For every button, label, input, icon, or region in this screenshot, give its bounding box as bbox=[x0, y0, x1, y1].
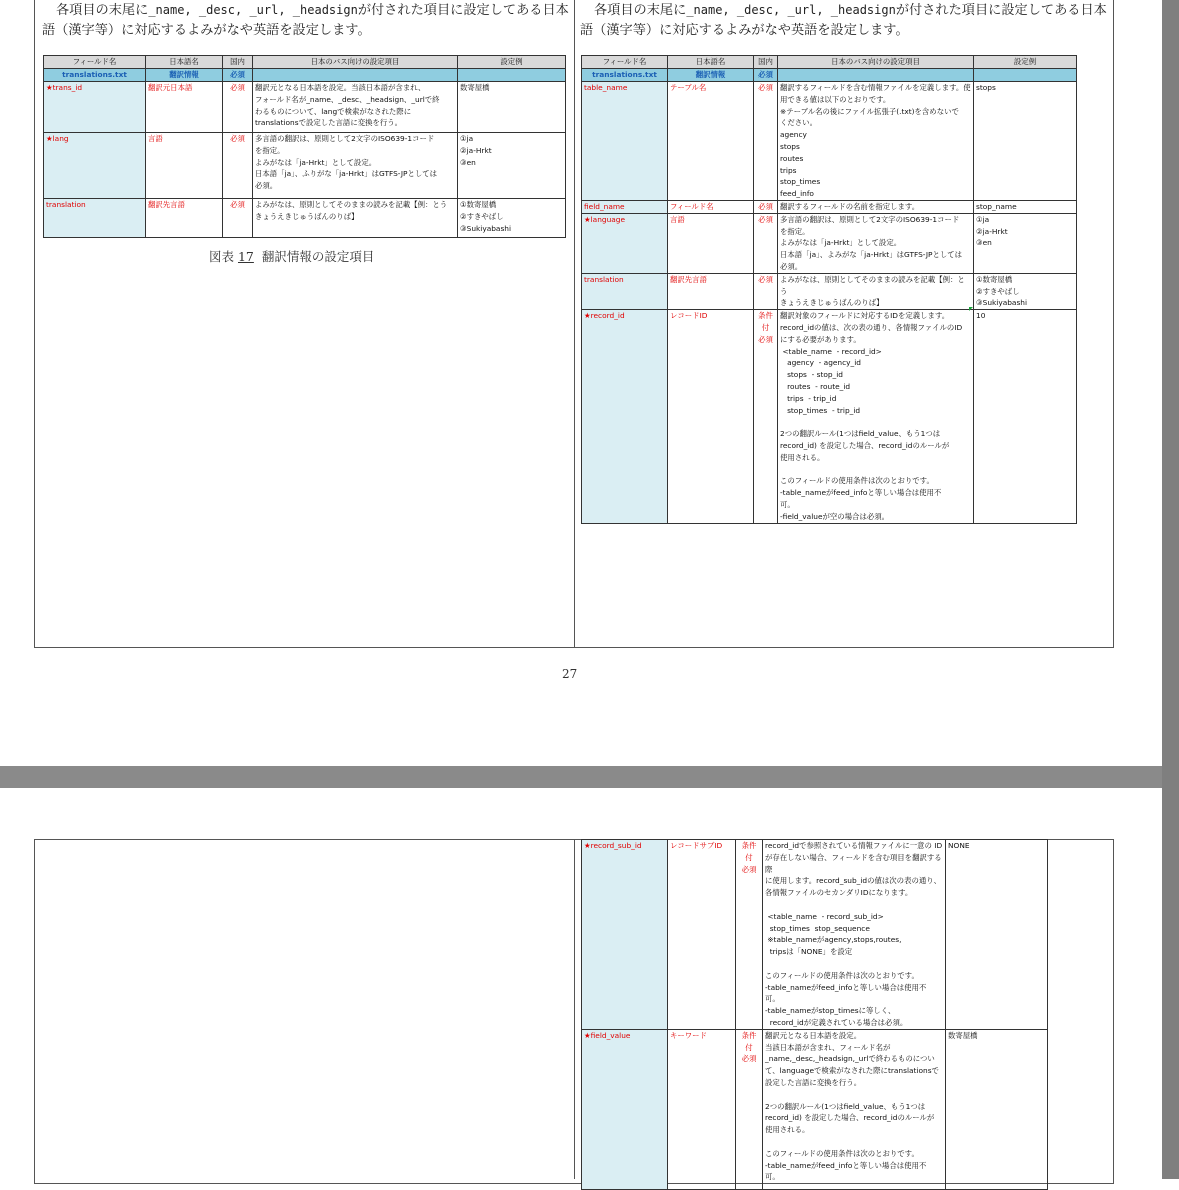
header-field-name: フィールド名 bbox=[582, 56, 668, 69]
intro-line2: 語（漢字等）に対応するよみがなや英語を設定します。 bbox=[580, 23, 909, 38]
cell-field: ★field_value bbox=[582, 1029, 668, 1189]
intro-line2: 語（漢字等）に対応するよみがなや英語を設定します。 bbox=[42, 23, 371, 38]
cell-example: 数寄屋橋 bbox=[946, 1029, 1048, 1189]
translations-spec-table-continued bbox=[581, 839, 1048, 1190]
subheader-req: 必須 bbox=[223, 69, 253, 82]
header-example: 設定例 bbox=[974, 56, 1077, 69]
subheader-empty bbox=[778, 69, 974, 82]
cell-req: 必須 bbox=[223, 82, 253, 133]
intro-suffix: が付された項目に設定してある日本 bbox=[895, 3, 1107, 18]
cell-example: NONE bbox=[946, 840, 1048, 1030]
column-divider bbox=[574, 839, 575, 1179]
cell-example: ①ja ②ja-Hrkt ③en bbox=[458, 133, 566, 199]
header-example: 設定例 bbox=[458, 56, 566, 69]
cell-jp: フィールド名 bbox=[668, 200, 754, 213]
cell-jp: 翻訳元日本語 bbox=[146, 82, 223, 133]
cell-example: ①数寄屋橋 ②すきやばし ③Sukiyabashi bbox=[458, 199, 566, 238]
intro-text-left bbox=[42, 0, 572, 41]
intro-text-right bbox=[580, 0, 1110, 41]
header-domestic: 国内 bbox=[223, 56, 253, 69]
cell-example: stop_name bbox=[974, 200, 1077, 213]
cell-req: 必須 bbox=[754, 273, 778, 309]
subheader-empty bbox=[253, 69, 458, 82]
cell-req: 条件付 必須 bbox=[736, 1029, 763, 1189]
cell-jp: キーワード bbox=[668, 1029, 736, 1189]
table-row bbox=[44, 199, 566, 238]
subheader-empty bbox=[458, 69, 566, 82]
cell-field: translation bbox=[582, 273, 668, 309]
cell-req: 条件付 必須 bbox=[754, 310, 778, 524]
cell-field: ★trans_id bbox=[44, 82, 146, 133]
table-row bbox=[582, 200, 1077, 213]
caption-title: 翻訳情報の設定項目 bbox=[261, 249, 375, 264]
caption-prefix: 図表 bbox=[209, 249, 238, 264]
cell-desc: 翻訳するフィールドを含む情報ファイルを定義します。使 用できる値は以下のとおりです。 ※テーブル名の後にファイル拡張子(.txt)を含めないで ください。 agency stops routes trips stop_times feed_info bbox=[778, 82, 974, 201]
cell-jp: レコードID bbox=[668, 310, 754, 524]
subheader-jp: 翻訳情報 bbox=[146, 69, 223, 82]
cell-desc: 多言語の翻訳は、原則として2文字のISO639-1コード を指定。 よみがなは「ja-Hrkt」として設定。 日本語「ja」、よみがな「ja-Hrkt」はGTFS-JPとしては 必須。 bbox=[778, 213, 974, 273]
figure-caption bbox=[209, 247, 374, 265]
subheader-empty bbox=[974, 69, 1077, 82]
header-field-name: フィールド名 bbox=[44, 56, 146, 69]
table-row bbox=[582, 310, 1077, 524]
table-row bbox=[582, 273, 1077, 309]
table-row bbox=[582, 840, 1048, 1030]
cell-req: 必須 bbox=[754, 213, 778, 273]
translations-spec-table-left bbox=[43, 55, 566, 238]
cell-example: ①数寄屋橋 ②すきやばし ③Sukiyabashi bbox=[974, 273, 1077, 309]
translations-spec-table-right bbox=[581, 55, 1077, 524]
intro-suffix: が付された項目に設定してある日本 bbox=[357, 3, 569, 18]
cell-example: 10 bbox=[974, 310, 1077, 524]
subheader-file: translations.txt bbox=[44, 69, 146, 82]
cell-jp: 翻訳先言語 bbox=[146, 199, 223, 238]
table-row bbox=[582, 213, 1077, 273]
table-header-row bbox=[44, 56, 566, 69]
cell-field: ★language bbox=[582, 213, 668, 273]
cell-desc: 翻訳元となる日本語を設定。当該日本語が含まれ、 フォールド名が_name、_desc、_headsign、_urlで終 わるものについて、langで検索がなされた際に translationsで設定した言語に変換を行う。 bbox=[253, 82, 458, 133]
intro-suffixes: _name, _desc, _url, _headsign bbox=[148, 3, 358, 17]
subheader-req: 必須 bbox=[754, 69, 778, 82]
header-setting-item: 日本のバス向けの設定項目 bbox=[778, 56, 974, 69]
page-number: 27 bbox=[562, 667, 578, 681]
cell-jp: レコードサブID bbox=[668, 840, 736, 1030]
table-row bbox=[44, 82, 566, 133]
caption-number: 17 bbox=[237, 249, 254, 264]
cell-jp: 翻訳先言語 bbox=[668, 273, 754, 309]
header-setting-item: 日本のバス向けの設定項目 bbox=[253, 56, 458, 69]
cell-jp: 言語 bbox=[668, 213, 754, 273]
cell-desc: 翻訳対象のフィールドに対応するIDを定義します。 record_idの値は、次の表の通り、各情報ファイルのID にする必要があります。 <table_name - record_id> agency - agency_id stops - stop_id routes - route_id trips - trip_id stop_times - trip_id 2つの翻訳ルール(1つはfield_value、もう1つは record_id) を設定した場合、record_idのルールが 使用される。 このフィールドの使用条件は次のとおりです。 -table_nameがfeed_infoと等しい場合は使用不 可。 -field_valueが空の場合は必須。 bbox=[778, 310, 974, 524]
cell-req: 必須 bbox=[754, 82, 778, 201]
cell-desc: よみがなは、原則としてそのままの読みを記載【例：とう きょうえきじゅうばんのりば】 bbox=[778, 273, 974, 309]
table-subheader-row bbox=[582, 69, 1077, 82]
cell-req: 必須 bbox=[754, 200, 778, 213]
cell-req: 必須 bbox=[223, 133, 253, 199]
cell-field: ★lang bbox=[44, 133, 146, 199]
header-japanese-name: 日本語名 bbox=[668, 56, 754, 69]
cell-example: 数寄屋橋 bbox=[458, 82, 566, 133]
column-divider bbox=[574, 0, 575, 648]
cell-example: stops bbox=[974, 82, 1077, 201]
intro-suffixes: _name, _desc, _url, _headsign bbox=[686, 3, 896, 17]
vertical-scrollbar[interactable] bbox=[1162, 0, 1179, 1179]
table-subheader-row bbox=[44, 69, 566, 82]
cell-example: ①ja ②ja-Hrkt ③en bbox=[974, 213, 1077, 273]
cell-field: table_name bbox=[582, 82, 668, 201]
cell-field: field_name bbox=[582, 200, 668, 213]
cell-field: translation bbox=[44, 199, 146, 238]
subheader-file: translations.txt bbox=[582, 69, 668, 82]
cell-desc: 多言語の翻訳は、原則として2文字のISO639-1コード を指定。 よみがなは「ja-Hrkt」として設定。 日本語「ja」、ふりがな「ja-Hrkt」はGTFS-JPとしては 必須。 bbox=[253, 133, 458, 199]
cell-field: ★record_sub_id bbox=[582, 840, 668, 1030]
cell-desc: 翻訳元となる日本語を設定。 当該日本語が含まれ、フィールド名が _name,_desc,_headsign,_urlで終わるものについ て、languageで検索がなされた際にtranslationsで 設定した言語に変換を行う。 2つの翻訳ルール(1つはfield_value、もう1つは record_id) を設定した場合、record_idのルールが 使用される。 このフィールドの使用条件は次のとおりです。 -table_nameがfeed_infoと等しい場合は使用不 可。 bbox=[763, 1029, 946, 1189]
cell-desc: 翻訳するフィールドの名前を指定します。 bbox=[778, 200, 974, 213]
subheader-jp: 翻訳情報 bbox=[668, 69, 754, 82]
intro-prefix: 各項目の末尾に bbox=[56, 3, 149, 18]
header-domestic: 国内 bbox=[754, 56, 778, 69]
table-header-row bbox=[582, 56, 1077, 69]
intro-prefix: 各項目の末尾に bbox=[594, 3, 687, 18]
table-row bbox=[582, 82, 1077, 201]
cell-desc: record_idで参照されている情報ファイルに一意の ID が存在しない場合、フィールドを含む項目を翻訳する際 に使用します。record_sub_idの値は次の表の通り、 各情報ファイルのセカンダリIDになります。 <table_name - record_sub_id> stop_times stop_sequence ※table_nameがagency,stops,routes, tripsは「NONE」を設定 このフィールドの使用条件は次のとおりです。 -table_nameがfeed_infoと等しい場合は使用不 可。 -table_nameがstop_timesに等しく、 record_idが定義されている場合は必須。 bbox=[763, 840, 946, 1030]
cell-req: 必須 bbox=[223, 199, 253, 238]
cell-field: ★record_id bbox=[582, 310, 668, 524]
page-separator bbox=[0, 766, 1162, 788]
comment-marker bbox=[969, 307, 973, 311]
cell-desc: よみがなは、原則としてそのままの読みを記載【例：とう きょうえきじゅうばんのりば】 bbox=[253, 199, 458, 238]
table-row bbox=[582, 1029, 1048, 1189]
cell-jp: 言語 bbox=[146, 133, 223, 199]
header-japanese-name: 日本語名 bbox=[146, 56, 223, 69]
cell-jp: テーブル名 bbox=[668, 82, 754, 201]
table-row bbox=[44, 133, 566, 199]
cell-req: 条件付 必須 bbox=[736, 840, 763, 1030]
